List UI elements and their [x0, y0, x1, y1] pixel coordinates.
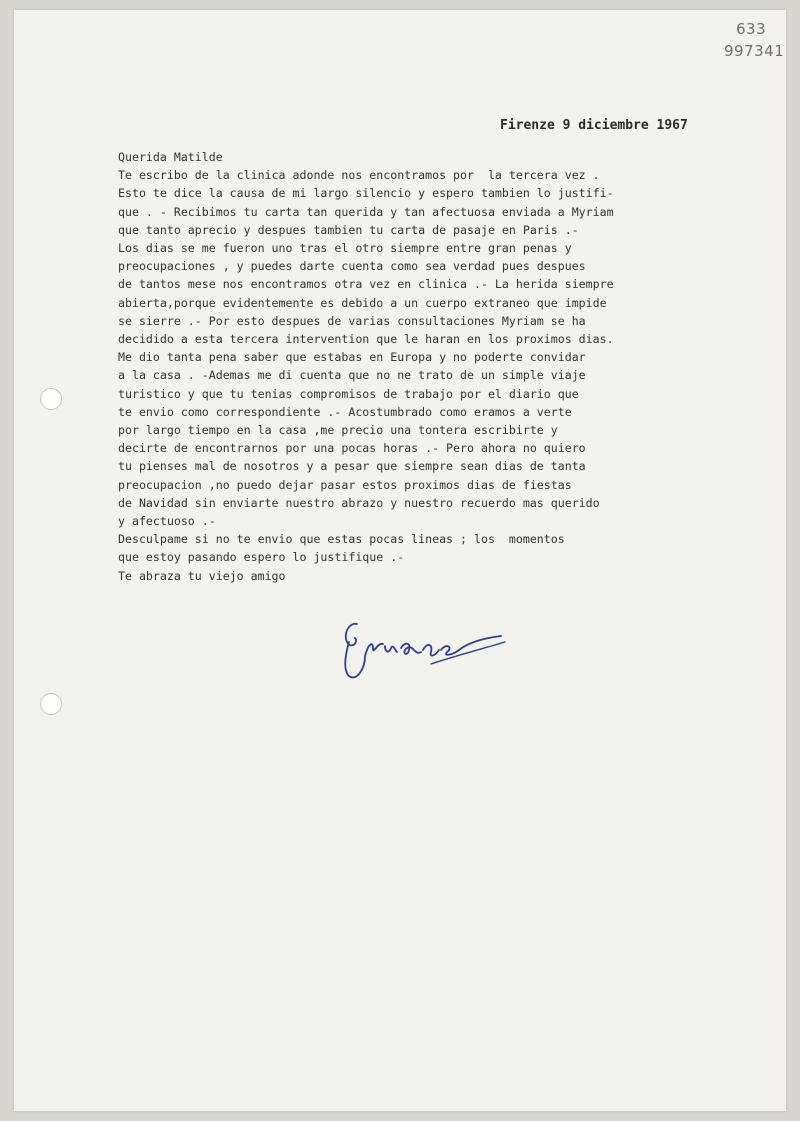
letter-line: por largo tiempo en la casa ,me precio una tontera escribirte y — [118, 423, 558, 438]
letter-line: preocupacion ,no puedo dejar pasar estos proximos dias de fiestas — [118, 477, 572, 492]
letter-line: se sierre .- Por esto despues de varias consultaciones Myriam se ha — [118, 313, 586, 328]
letter-line: que estoy pasando espero lo justifique .- — [118, 550, 405, 565]
letter-body — [118, 148, 718, 585]
letter-line: de Navidad sin enviarte nuestro abrazo y nuestro recuerdo mas querido — [118, 495, 600, 510]
letter-line: preocupaciones , y puedes darte cuenta como sea verdad pues despues — [118, 259, 586, 274]
handwritten-signature — [335, 612, 510, 687]
letter-line: abierta,porque evidentemente es debido a un cuerpo extraneo que impide — [118, 295, 607, 310]
archive-number-bottom: 997341 — [724, 42, 785, 60]
letter-line: decidido a esta tercera intervention que le haran en los proximos dias. — [118, 332, 614, 347]
letter-line: y afectuoso .- — [118, 514, 216, 529]
archive-number-top: 633 — [736, 20, 767, 38]
letter-line: de tantos mese nos encontramos otra vez en clinica .- La herida siempre — [118, 277, 614, 292]
letter-line: Te abraza tu viejo amigo — [118, 568, 286, 583]
letter-line: Te escribo de la clinica adonde nos encontramos por la tercera vez . — [118, 168, 600, 183]
letter-line: te envio como correspondiente .- Acostumbrado como eramos a verte — [118, 404, 572, 419]
letter-line: tu pienses mal de nosotros y a pesar que siempre sean dias de tanta — [118, 459, 586, 474]
letter-line: turistico y que tu tenias compromisos de trabajo por el diario que — [118, 386, 579, 401]
letter-line: Los dias se me fueron uno tras el otro siempre entre gran penas y — [118, 241, 572, 256]
punch-hole-bottom — [40, 693, 62, 715]
letter-line: Me dio tanta pena saber que estabas en Europa y no poderte convidar — [118, 350, 586, 365]
letter-line: Desculpame si no te envio que estas pocas lineas ; los momentos — [118, 532, 565, 547]
letter-greeting: Querida Matilde — [118, 150, 223, 164]
punch-hole-top — [40, 388, 62, 410]
letter-line: que . - Recibimos tu carta tan querida y tan afectuosa enviada a Myriam — [118, 204, 614, 219]
letter-line: decirte de encontrarnos por una pocas horas .- Pero ahora no quiero — [118, 441, 586, 456]
letter-line: que tanto aprecio y despues tambien tu carta de pasaje en Paris .- — [118, 222, 579, 237]
letter-line: Esto te dice la causa de mi largo silencio y espero tambien lo justifi- — [118, 186, 614, 201]
letter-line: a la casa . -Ademas me di cuenta que no ne trato de un simple viaje — [118, 368, 586, 383]
letter-date: Firenze 9 diciembre 1967 — [500, 118, 688, 133]
